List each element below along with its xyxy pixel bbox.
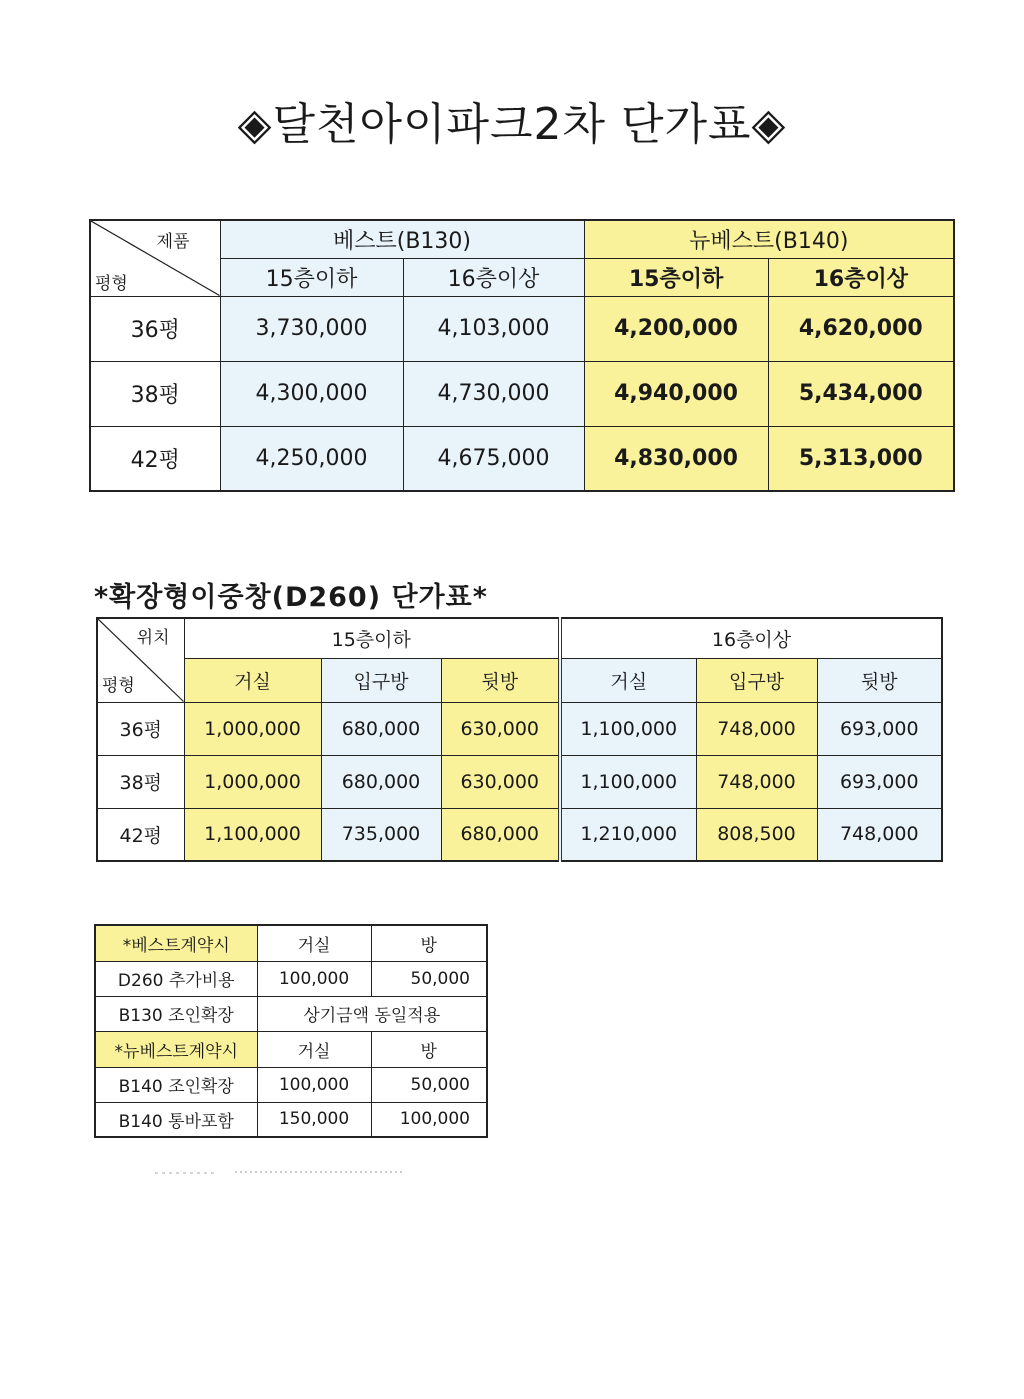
price-cell: 1,210,000 bbox=[560, 808, 696, 861]
room-header: 입구방 bbox=[696, 658, 817, 702]
price-cell: 748,000 bbox=[696, 702, 817, 755]
contract-option-table bbox=[94, 924, 488, 1138]
price-cell: 630,000 bbox=[441, 702, 560, 755]
room-header: 거실 bbox=[184, 658, 321, 702]
room-header: 입구방 bbox=[321, 658, 441, 702]
price-cell: 4,830,000 bbox=[584, 426, 768, 491]
option-value: 100,000 bbox=[371, 1102, 487, 1137]
option-label: B130 조인확장 bbox=[95, 996, 257, 1031]
price-cell: 3,730,000 bbox=[220, 296, 403, 361]
main-price-table bbox=[89, 219, 955, 492]
price-cell: 4,730,000 bbox=[403, 361, 584, 426]
table-row bbox=[97, 808, 942, 861]
best-contract-header: *베스트계약시 bbox=[95, 925, 257, 961]
option-value: 150,000 bbox=[257, 1102, 371, 1137]
corner-size-label: 평형 bbox=[102, 675, 135, 696]
table-row bbox=[95, 961, 487, 996]
room-header: 뒷방 bbox=[817, 658, 942, 702]
price-cell: 4,940,000 bbox=[584, 361, 768, 426]
room-header: 방 bbox=[371, 925, 487, 961]
corner-size-label: 평형 bbox=[95, 273, 128, 294]
price-cell: 808,500 bbox=[696, 808, 817, 861]
price-cell: 5,313,000 bbox=[768, 426, 954, 491]
header-best: 베스트(B130) bbox=[220, 220, 584, 258]
price-cell: 680,000 bbox=[321, 702, 441, 755]
header-newbest: 뉴베스트(B140) bbox=[584, 220, 954, 258]
corner-cell bbox=[97, 618, 184, 702]
size-cell: 42평 bbox=[90, 426, 220, 491]
size-cell: 38평 bbox=[97, 755, 184, 808]
size-cell: 36평 bbox=[90, 296, 220, 361]
price-cell: 693,000 bbox=[817, 702, 942, 755]
price-cell: 680,000 bbox=[321, 755, 441, 808]
price-cell: 1,000,000 bbox=[184, 755, 321, 808]
option-value: 50,000 bbox=[371, 1067, 487, 1102]
floor-header: 15층이하 bbox=[220, 258, 403, 296]
floor-header: 15층이하 bbox=[584, 258, 768, 296]
price-cell: 1,000,000 bbox=[184, 702, 321, 755]
floor-header: 16층이상 bbox=[403, 258, 584, 296]
table-row bbox=[90, 361, 954, 426]
option-label: B140 조인확장 bbox=[95, 1067, 257, 1102]
price-cell: 1,100,000 bbox=[560, 702, 696, 755]
price-cell: 4,675,000 bbox=[403, 426, 584, 491]
price-cell: 4,620,000 bbox=[768, 296, 954, 361]
corner-product-label: 제품 bbox=[156, 232, 190, 252]
table-row bbox=[97, 702, 942, 755]
table-row bbox=[90, 296, 954, 361]
table-row bbox=[97, 755, 942, 808]
price-cell: 748,000 bbox=[817, 808, 942, 861]
price-cell: 4,250,000 bbox=[220, 426, 403, 491]
size-cell: 38평 bbox=[90, 361, 220, 426]
price-cell: 748,000 bbox=[696, 755, 817, 808]
option-note: 상기금액 동일적용 bbox=[257, 996, 487, 1031]
price-cell: 680,000 bbox=[441, 808, 560, 861]
newbest-contract-header: *뉴베스트계약시 bbox=[95, 1031, 257, 1067]
price-cell: 735,000 bbox=[321, 808, 441, 861]
room-header: 뒷방 bbox=[441, 658, 560, 702]
room-header: 거실 bbox=[560, 658, 696, 702]
option-value: 100,000 bbox=[257, 961, 371, 996]
price-cell: 4,300,000 bbox=[220, 361, 403, 426]
table-row bbox=[95, 996, 487, 1031]
table-row bbox=[90, 426, 954, 491]
price-cell: 4,103,000 bbox=[403, 296, 584, 361]
price-cell: 630,000 bbox=[441, 755, 560, 808]
group-header-low: 15층이하 bbox=[184, 618, 560, 658]
price-cell: 1,100,000 bbox=[184, 808, 321, 861]
scan-artifact bbox=[155, 1170, 405, 1174]
corner-position-label: 위치 bbox=[136, 628, 170, 648]
option-label: D260 추가비용 bbox=[95, 961, 257, 996]
size-cell: 42평 bbox=[97, 808, 184, 861]
window-price-subtitle: *확장형이중창(D260) 단가표* bbox=[94, 582, 488, 613]
price-cell: 4,200,000 bbox=[584, 296, 768, 361]
size-cell: 36평 bbox=[97, 702, 184, 755]
page-title: ◈달천아이파크2차 단가표◈ bbox=[237, 99, 787, 150]
window-price-table bbox=[96, 617, 943, 862]
option-value: 100,000 bbox=[257, 1067, 371, 1102]
room-header: 방 bbox=[371, 1031, 487, 1067]
table-row bbox=[95, 1102, 487, 1137]
corner-cell bbox=[90, 220, 220, 296]
living-header: 거실 bbox=[257, 925, 371, 961]
price-cell: 693,000 bbox=[817, 755, 942, 808]
price-cell: 5,434,000 bbox=[768, 361, 954, 426]
price-cell: 1,100,000 bbox=[560, 755, 696, 808]
living-header: 거실 bbox=[257, 1031, 371, 1067]
floor-header: 16층이상 bbox=[768, 258, 954, 296]
option-value: 50,000 bbox=[371, 961, 487, 996]
option-label: B140 통바포함 bbox=[95, 1102, 257, 1137]
group-header-high: 16층이상 bbox=[560, 618, 942, 658]
table-row bbox=[95, 1067, 487, 1102]
